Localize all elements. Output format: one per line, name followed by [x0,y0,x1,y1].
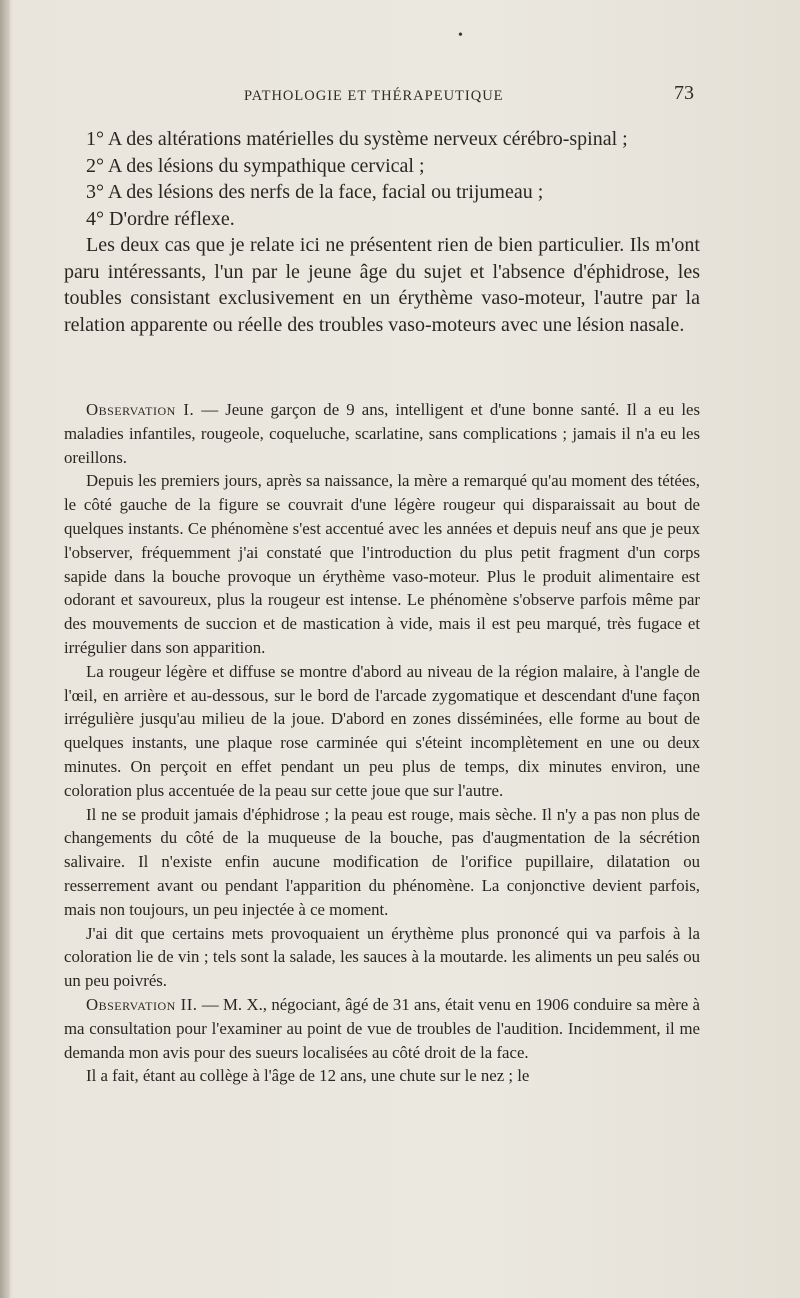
intro-paragraph: Les deux cas que je relate ici ne présentent rien de bien particulier. Ils m'ont paru intéressants, l'un par le jeune âge du sujet et l'absence d'éphidrose, les toubles consistant exclusivement en un érythème vaso-moteur, l'autre par la relation apparente ou réelle des troubles vaso-moteurs avec une lésion nasale. [64,234,700,336]
observation-1-paragraph-3: La rougeur légère et diffuse se montre d'abord au niveau de la région malaire, à l'angle de l'œil, en arrière et au-dessous, sur le bord de l'arcade zygomatique et descendant d'une façon irrégulière jusqu'au milieu de la joue. D'abord en zones disséminées, elle forme au bout de quelques instants, une plaque rose carminée qui s'éteint incomplètement en une ou deux minutes. On perçoit en effet pendant un peu plus de temps, dix minutes environ, une coloration plus accentuée de la peau sur cette joue que sur l'autre. [64,661,700,800]
list-item-4: 4° D'ordre réflexe. [86,207,235,230]
page-spine-shadow [0,0,10,1298]
list-item-3: 3° A des lésions des nerfs de la face, facial ou trijumeau ; [86,181,544,203]
observation-1-opening [64,398,700,469]
observation-2-opening [64,993,700,1064]
observation-1-paragraph-2: Depuis les premiers jours, après sa naissance, la mère a remarqué qu'au moment des tétées, le côté gauche de la figure se couvrait d'une légère rougeur qui disparaissait au bout de quelques instants. Ce phénomène s'est accentué avec les années et depuis neuf ans que je peux l'observer, fréquemment j'ai constaté que l'introduction du plus petit fragment d'un corps sapide dans la bouche provoque un érythème vaso-moteur. Plus le produit alimentaire est odorant et savoureux, plus la rougeur est intense. Le phénomène s'observe parfois même par des mouvements de succion et de mastication à vide, mais il est peu marqué, très fugace et irrégulier dans son apparition. [64,471,700,657]
list-item-1: 1° A des altérations matérielles du système nerveux cérébro-spinal ; [86,128,628,150]
observation-1-paragraph-5: J'ai dit que certains mets provoquaient un érythème plus prononcé qui va parfois à la coloration lie de vin ; tels sont la salade, les sauces à la moutarde. les aliments un peu salés ou un peu poivrés. [64,923,700,991]
intro-section [64,126,700,338]
observation-1-paragraph-4: Il ne se produit jamais d'éphidrose ; la peau est rouge, mais sèche. Il n'y a pas non plus de changements du côté de la muqueuse de la bouche, pas d'augmentation de la sécrétion salivaire. Il n'existe enfin aucune modification de l'orifice pupillaire, dilatation ou resserrement avant ou pendant l'apparition du phénomène. La conjonctive devient parfois, mais non toujours, un peu injectée à ce moment. [64,804,700,919]
running-title: PATHOLOGIE ET THÉRAPEUTIQUE [244,88,504,104]
printer-mark: • [458,28,463,43]
observation-2-text: — M. X., négociant, âgé de 31 ans, était venu en 1906 conduire sa mère à ma consultation pour l'examiner au point de vue de troubles de l'audition. Incidemment, il me demanda mon avis pour des sueurs localisées au côté droit de la face. [64,994,700,1062]
observation-1-label: Observation I. [86,400,195,419]
list-item-2: 2° A des lésions du sympathique cervical ; [86,154,425,177]
observation-2-paragraph-2: Il a fait, étant au collège à l'âge de 12 ans, une chute sur le nez ; le [86,1066,530,1086]
observation-1-text: — Jeune garçon de 9 ans, intelligent et d'une bonne santé. Il a eu les maladies infantiles, rougeole, coqueluche, scarlatine, sans complications ; jamais il n'a eu les oreillons. [64,400,701,467]
page-number: 73 [674,82,694,104]
observations-section [64,398,700,1088]
observation-2-label: Observation II. [86,994,198,1014]
